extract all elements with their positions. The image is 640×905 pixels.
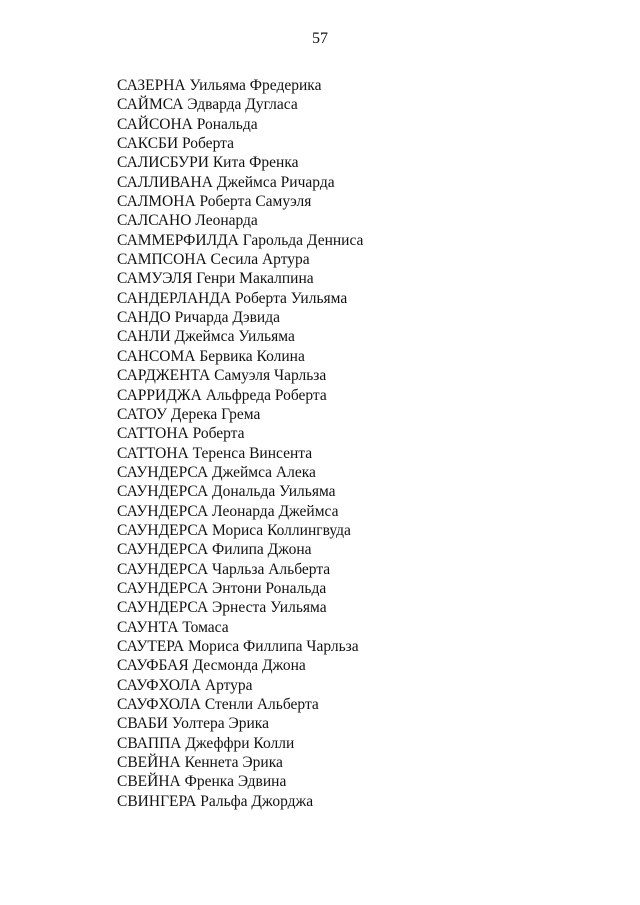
list-item: САУНДЕРСА Джеймса Алека bbox=[117, 463, 316, 481]
list-item: САРРИДЖА Альфреда Роберта bbox=[117, 386, 327, 404]
list-item: САЛМОНА Роберта Самуэля bbox=[117, 193, 312, 211]
list-item: САУНДЕРСА Энтони Рональда bbox=[117, 579, 327, 597]
list-item: САНДО Ричарда Дэвида bbox=[117, 309, 280, 327]
list-item: САТТОНА Роберта bbox=[117, 425, 245, 443]
list-item: САРДЖЕНТА Самуэля Чарльза bbox=[117, 367, 327, 385]
list-item: СВИНГЕРА Ральфа Джорджа bbox=[117, 792, 314, 810]
list-item: САМУЭЛЯ Генри Макалпина bbox=[117, 270, 314, 288]
list-item: САУФХОЛА Стенли Альберта bbox=[117, 696, 319, 713]
list-item: САММЕРФИЛДА Гарольда Денниса bbox=[117, 231, 364, 249]
list-item: САЛЛИВАНА Джеймса Ричарда bbox=[117, 173, 335, 191]
list-item: САМПСОНА Сесила Артура bbox=[117, 251, 310, 269]
list-item: САУТЕРА Мориса Филлипа Чарльза bbox=[117, 637, 359, 655]
list-item: САУНДЕРСА Чарльза Альберта bbox=[117, 560, 331, 578]
list-item: САНСОМА Бервика Колина bbox=[117, 347, 305, 365]
list-item: СВАБИ Уолтера Эрика bbox=[117, 715, 269, 733]
list-item: САКСБИ Роберта bbox=[117, 135, 234, 153]
list-item: СВАППА Джеффри Колли bbox=[117, 734, 295, 752]
list-item: САУФБАЯ Десмонда Джона bbox=[117, 657, 306, 675]
list-item: САУНДЕРСА Мориса Коллингвуда bbox=[117, 521, 351, 539]
list-item: САТТОНА Теренса Винсента bbox=[117, 444, 313, 462]
name-list bbox=[117, 76, 363, 811]
list-item: САЛИСБУРИ Кита Френка bbox=[117, 154, 299, 172]
list-item: САЗЕРНА Уильяма Фредерика bbox=[117, 77, 322, 94]
list-item: САУНДЕРСА Филипа Джона bbox=[117, 541, 312, 559]
list-item: САТОУ Дерека Грема bbox=[117, 405, 261, 423]
list-item: САУНДЕРСА Дональда Уильяма bbox=[117, 483, 336, 501]
list-item: САЙСОНА Рональда bbox=[117, 115, 258, 133]
list-item: САНЛИ Джеймса Уильяма bbox=[117, 328, 295, 346]
list-item: САУНТА Томаса bbox=[117, 618, 229, 636]
list-item: САУНДЕРСА Леонарда Джеймса bbox=[117, 502, 339, 520]
list-item: САУФХОЛА Артура bbox=[117, 676, 253, 694]
list-item: СВЕЙНА Френка Эдвина bbox=[117, 773, 287, 791]
list-item: САЛСАНО Леонарда bbox=[117, 212, 258, 230]
list-item: СВЕЙНА Кеннета Эрика bbox=[117, 754, 283, 772]
page-number: 57 bbox=[312, 30, 328, 47]
list-item: САЙМСА Эдварда Дугласа bbox=[117, 96, 298, 114]
list-item: САУНДЕРСА Эрнеста Уильяма bbox=[117, 599, 327, 617]
list-item: САНДЕРЛАНДА Роберта Уильяма bbox=[117, 289, 348, 307]
